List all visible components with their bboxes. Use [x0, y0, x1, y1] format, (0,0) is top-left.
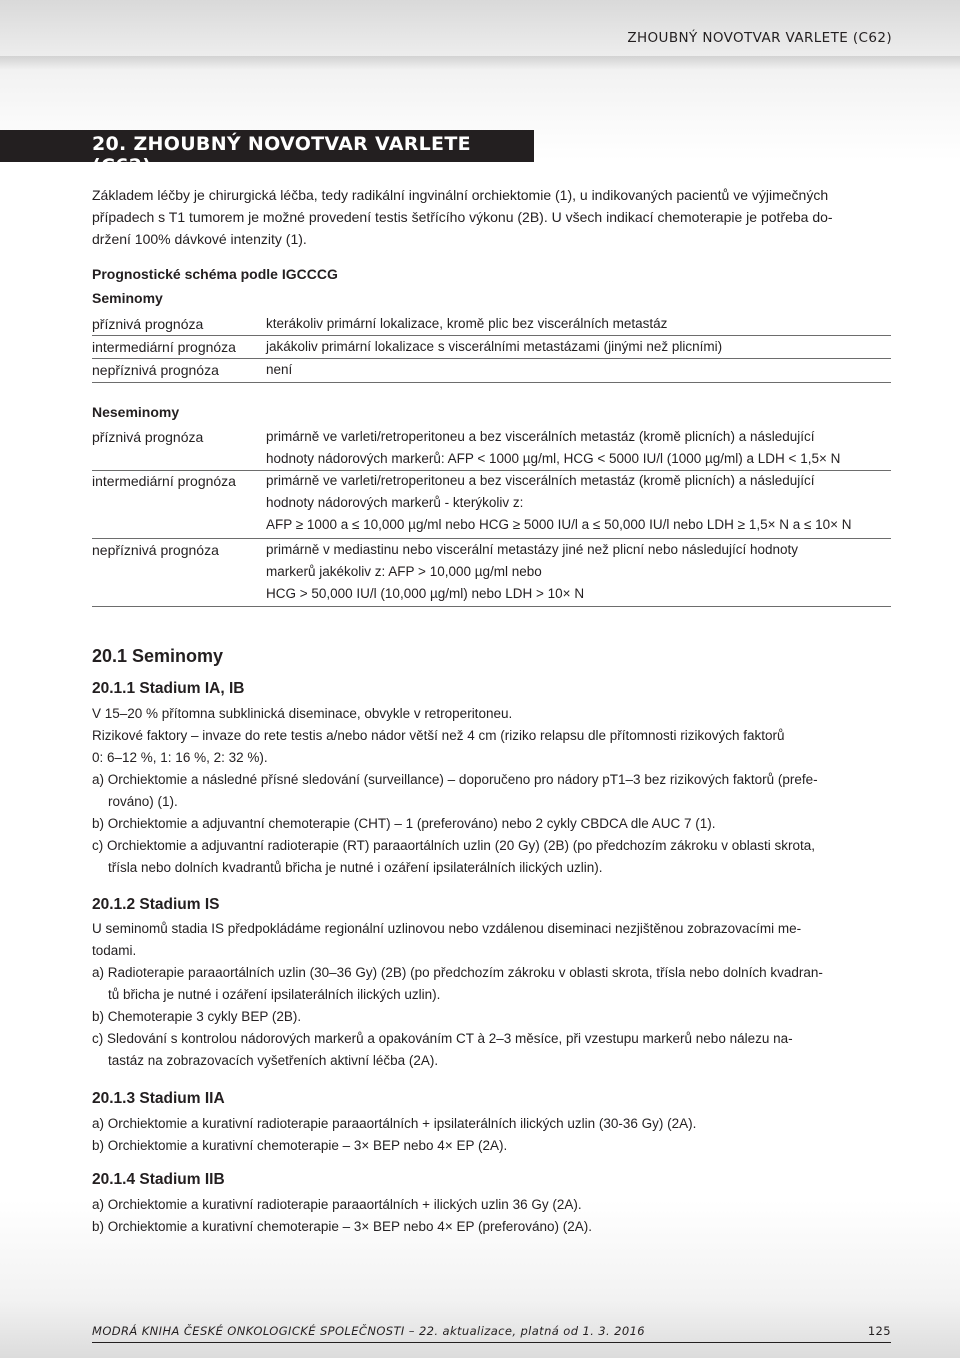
prognosis-criteria: [266, 359, 891, 381]
criteria-line: primárně v mediastinu nebo viscerální metastázy jiné než plicní nebo následující hodnoty: [266, 542, 799, 557]
criteria-line: jakákoliv primární lokalizace s viscerálními metastázami (jinými než plicními): [266, 339, 723, 354]
subsection-title: 20.1.1 Stadium IA, IB: [92, 680, 245, 697]
prognosis-label: nepříznivá prognóza: [92, 362, 219, 378]
neseminomy-table-title: Neseminomy: [92, 404, 180, 420]
body-line: b) Orchiektomie a kurativní chemoterapie – 3× BEP nebo 4× EP (preferováno) (2A).: [92, 1219, 593, 1234]
body-line: b) Orchiektomie a adjuvantní chemoterapie (CHT) – 1 (preferováno) nebo 2 cykly CBDCA dle AUC 7 (1).: [92, 816, 716, 831]
subsection-body: [92, 1194, 892, 1238]
footer-text: MODRÁ KNIHA ČESKÉ ONKOLOGICKÉ SPOLEČNOSTI – 22. aktualizace, platná od 1. 3. 2016: [92, 1324, 645, 1338]
body-line: c) Sledování s kontrolou nádorových markerů a opakováním CT à 2–3 měsíce, při vzestupu markerů nebo nálezu na-: [92, 1031, 793, 1046]
subsection-body: [92, 918, 892, 1072]
body-line: a) Orchiektomie a kurativní radioterapie paraaortálních + ipsilaterálních ilických uzlin (30-36 Gy) (2A).: [92, 1116, 697, 1131]
prognosis-criteria: [266, 313, 891, 335]
intro-line: držení 100% dávkové intenzity (1).: [92, 231, 307, 247]
subsection-title: 20.1.4 Stadium IIB: [92, 1171, 225, 1188]
row-divider: [92, 606, 891, 607]
body-line: b) Orchiektomie a kurativní chemoterapie – 3× BEP nebo 4× EP (2A).: [92, 1138, 508, 1153]
criteria-line: hodnoty nádorových markerů: AFP < 1000 µg/ml, HCG < 5000 IU/l (1000 µg/ml) a LDH < 1,5× N: [266, 451, 841, 466]
prognosis-label: příznivá prognóza: [92, 429, 204, 445]
prognosis-label: nepříznivá prognóza: [92, 542, 219, 558]
criteria-line: HCG > 50,000 IU/l (10,000 µg/ml) nebo LDH > 10× N: [266, 586, 585, 601]
prognosis-label: intermediární prognóza: [92, 339, 236, 355]
body-line: třísla nebo dolních kvadrantů břicha je nutné i ozáření ipsilaterálních ilických uzlin).: [108, 860, 603, 875]
running-header: ZHOUBNÝ NOVOTVAR VARLETE (C62): [627, 30, 892, 46]
subsection-body: [92, 1113, 892, 1157]
criteria-line: hodnoty nádorových markerů - kterýkoliv z:: [266, 495, 524, 510]
body-line: a) Radioterapie paraaortálních uzlin (30–36 Gy) (2B) (po předchozím zákroku v oblasti skrota, třísla nebo dolních kvadran-: [92, 965, 823, 980]
page-number: 125: [867, 1324, 891, 1338]
subsection-title: 20.1.2 Stadium IS: [92, 896, 220, 913]
body-line: Rizikové faktory – invaze do rete testis a/nebo nádor větší než 4 cm (riziko relapsu dle přítomnosti rizikových faktorů: [92, 728, 785, 743]
body-line: tů břicha je nutné i ozáření ipsilaterálních ilických uzlin).: [108, 987, 441, 1002]
body-line: rováno) (1).: [108, 794, 178, 809]
intro-paragraph: [92, 184, 892, 250]
subsection-body: [92, 703, 892, 879]
prognosis-criteria: [266, 336, 891, 358]
criteria-line: není: [266, 362, 293, 377]
prognosis-criteria: [266, 539, 891, 605]
body-line: todami.: [92, 943, 137, 958]
intro-line: Základem léčby je chirurgická léčba, tedy radikální ingvinální orchiektomie (1), u indikovaných pacientů ve výjimečných: [92, 187, 829, 203]
scheme-title: Prognostické schéma podle IGCCCG: [92, 266, 338, 282]
row-divider: [92, 382, 891, 383]
chapter-title-bar: [0, 130, 534, 177]
body-line: U seminomů stadia IS předpokládáme regionální uzlinovou nebo vzdálenou diseminaci nezjištěnou zobrazovacími me-: [92, 921, 802, 936]
prognosis-label: příznivá prognóza: [92, 316, 204, 332]
seminomy-table-title: Seminomy: [92, 290, 163, 306]
criteria-line: markerů jakékoliv z: AFP > 10,000 µg/ml nebo: [266, 564, 542, 579]
prognosis-label: intermediární prognóza: [92, 473, 236, 489]
body-line: 0: 6–12 %, 1: 16 %, 2: 32 %).: [92, 750, 268, 765]
body-line: a) Orchiektomie a kurativní radioterapie paraaortálních + ilických uzlin 36 Gy (2A).: [92, 1197, 582, 1212]
body-line: V 15–20 % přítomna subklinická diseminace, obvykle v retroperitoneu.: [92, 706, 513, 721]
criteria-line: primárně ve varleti/retroperitoneu a bez viscerálních metastáz (kromě plicních) a následující: [266, 473, 815, 488]
criteria-line: primárně ve varleti/retroperitoneu a bez viscerálních metastáz (kromě plicních) a následující: [266, 429, 815, 444]
footer-rule: [92, 1342, 891, 1343]
page-footer: [92, 1324, 891, 1338]
header-shadow: [0, 56, 960, 70]
prognosis-criteria: [266, 426, 891, 470]
chapter-title: 20. ZHOUBNÝ NOVOTVAR VARLETE (C62): [92, 133, 471, 177]
body-line: tastáz na zobrazovacích vyšetřeních aktivní léčba (2A).: [108, 1053, 439, 1068]
criteria-line: AFP ≥ 1000 a ≤ 10,000 µg/ml nebo HCG ≥ 5000 IU/l a ≤ 50,000 IU/l nebo LDH ≥ 1,5× N a ≤ 10× N: [266, 517, 852, 532]
body-line: c) Orchiektomie a adjuvantní radioterapie (RT) paraaortálních uzlin (20 Gy) (2B) (po předchozím zákroku v oblasti skrota,: [92, 838, 816, 853]
criteria-line: kterákoliv primární lokalizace, kromě plic bez viscerálních metastáz: [266, 316, 668, 331]
body-line: a) Orchiektomie a následné přísné sledování (surveillance) – doporučeno pro nádory pT1–3 bez rizikových faktorů (prefe-: [92, 772, 818, 787]
prognosis-criteria: [266, 470, 891, 536]
subsection-title: 20.1.3 Stadium IIA: [92, 1090, 225, 1107]
section-title: 20.1 Seminomy: [92, 646, 224, 666]
intro-line: případech s T1 tumorem je možné provedení testis šetřícího výkonu (2B). U všech indikací chemoterapie je potřeba do-: [92, 209, 833, 225]
body-line: b) Chemoterapie 3 cykly BEP (2B).: [92, 1009, 302, 1024]
